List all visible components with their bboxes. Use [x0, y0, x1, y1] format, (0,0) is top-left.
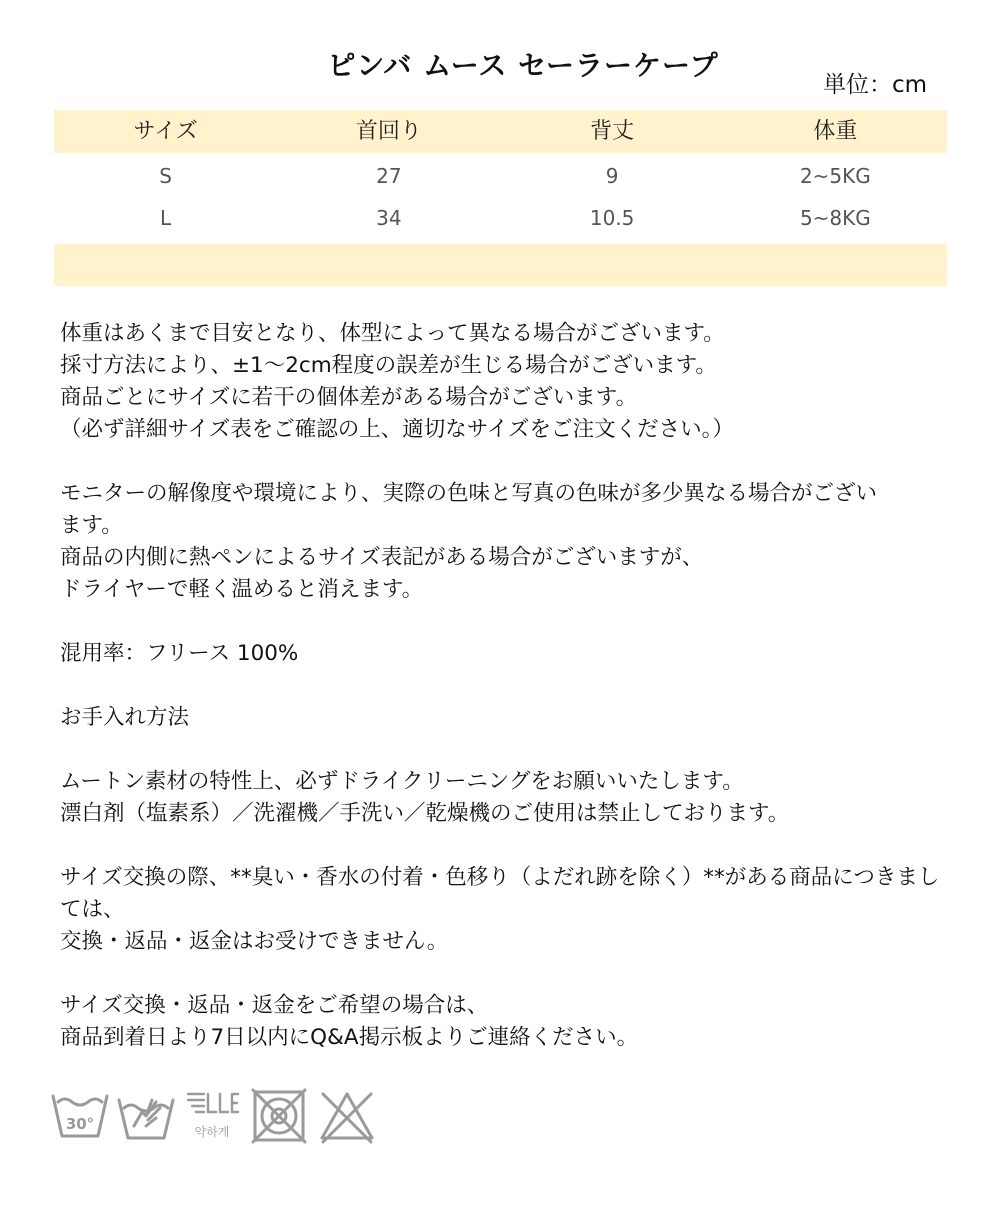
spacer: [60, 830, 965, 862]
spacer: [60, 606, 965, 638]
cell-weight: 2~5KG: [799, 164, 871, 188]
spacer: [60, 958, 965, 990]
note-line: 漂白剤（塩素系）／洗濯機／手洗い／乾燥機のご使用は禁止しております。: [60, 801, 790, 826]
note-line: サイズ交換の際、**臭い・香水の付着・色移り（よだれ跡を除く）**がある商品につきまし: [60, 865, 940, 890]
table-row: [54, 155, 947, 197]
note-line: 商品の内側に熱ペンによるサイズ表記がある場合がございますが、: [60, 545, 704, 570]
care-icons-row: [50, 1086, 378, 1146]
cell-neck: 34: [376, 206, 402, 230]
table-header-row: [54, 110, 947, 153]
note-line: 交換・返品・返金はお受けできません。: [60, 929, 449, 954]
spacer: [60, 734, 965, 766]
hand-wash-icon: [116, 1086, 176, 1146]
cell-back-length: 9: [605, 164, 619, 188]
header-neck: 首回り: [355, 119, 422, 144]
header-weight: 体重: [813, 119, 858, 144]
cell-size: S: [159, 164, 172, 188]
note-line: 商品到着日より7日以内にQ&A掲示板よりご連絡ください。: [60, 1025, 639, 1050]
material-line: 混用率：フリース 100%: [60, 641, 299, 666]
note-line: ムートン素材の特性上、必ずドライクリーニングをお願いいたします。: [60, 769, 744, 794]
note-line: サイズ交換・返品・返金をご希望の場合は、: [60, 993, 489, 1018]
note-line: 商品ごとにサイズに若干の個体差がある場合がございます。: [60, 385, 638, 410]
page-title: ピンバ ムース セーラーケープ: [327, 49, 719, 82]
gentle-icon: [182, 1086, 242, 1146]
spacer: [60, 446, 965, 478]
cell-size: L: [160, 206, 172, 230]
note-line: （必ず詳細サイズ表をご確認の上、適切なサイズをご注文ください。）: [60, 417, 734, 442]
table-footer-band: [54, 244, 947, 286]
care-heading: お手入れ方法: [60, 705, 190, 730]
cell-back-length: 10.5: [589, 206, 635, 230]
note-line: 採寸方法により、±1～2cm程度の誤差が生じる場合がございます。: [60, 353, 717, 378]
header-back-length: 背丈: [590, 119, 635, 144]
gentle-label: 약하게: [194, 1125, 230, 1139]
note-line: モニターの解像度や環境により、実際の色味と写真の色味が多少異なる場合がござい: [60, 481, 878, 506]
wash-temp-label: 30°: [65, 1115, 95, 1133]
header-size: サイズ: [133, 119, 198, 144]
unit-label: 単位：cm: [822, 72, 927, 98]
cell-weight: 5~8KG: [799, 206, 871, 230]
note-line: ては、: [60, 897, 125, 922]
cell-neck: 27: [376, 164, 402, 188]
note-line: ます。: [60, 513, 123, 538]
no-tumble-dry-icon: [248, 1086, 310, 1146]
no-bleach-icon: [316, 1086, 378, 1146]
spacer: [60, 670, 965, 702]
table-row: [54, 197, 947, 239]
size-table: [54, 110, 947, 286]
notes-block: [60, 318, 965, 1054]
wash-30-icon: [50, 1086, 110, 1146]
note-line: 体重はあくまで目安となり、体型によって異なる場合がございます。: [60, 321, 725, 346]
note-line: ドライヤーで軽く温めると消えます。: [60, 577, 424, 602]
